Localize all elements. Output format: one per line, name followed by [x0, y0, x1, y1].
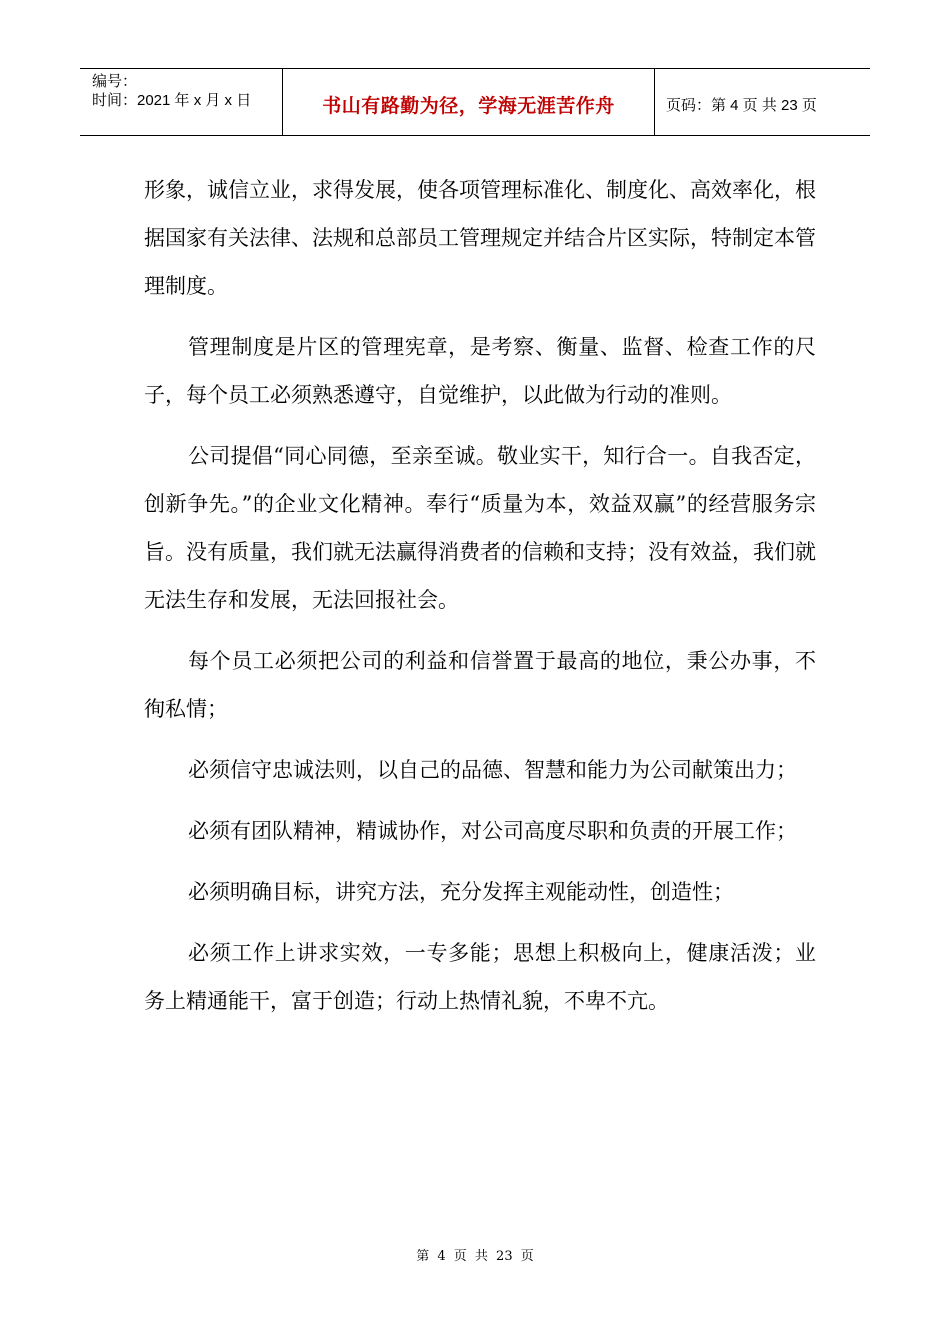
document-body — [144, 166, 816, 1038]
header-meta — [80, 69, 282, 135]
paragraph: 公司提倡“同心同德，至亲至诚。敬业实干，知行合一。自我否定，创新争先。”的企业文化精神。奉行“质量为本，效益双赢”的经营服务宗旨。没有质量，我们就无法赢得消费者的信赖和支持；没有效益，我们就无法生存和发展，无法回报社会。 — [144, 444, 816, 612]
footer-page-number: 第 4 页 共 23 页 — [416, 1249, 534, 1264]
paragraph: 每个员工必须把公司的利益和信誉置于最高的地位，秉公办事，不徇私情； — [144, 649, 816, 721]
paragraph: 必须信守忠诚法则，以自己的品德、智慧和能力为公司献策出力； — [188, 758, 797, 782]
paragraph: 必须有团队精神，精诚协作，对公司高度尽职和负责的开展工作； — [188, 819, 797, 843]
page-info-text: 页码：第 4 页 共 23 页 — [666, 96, 817, 114]
paragraph: 管理制度是片区的管理宪章，是考察、衡量、监督、检查工作的尺子，每个员工必须熟悉遵守，自觉维护，以此做为行动的准则。 — [144, 335, 816, 407]
page-header — [80, 68, 870, 136]
header-page-info — [655, 69, 870, 135]
serial-number-label: 编号： — [92, 73, 138, 90]
header-motto-cell — [282, 69, 655, 135]
paragraph: 必须明确目标，讲究方法，充分发挥主观能动性，创造性； — [188, 880, 734, 904]
paragraph: 必须工作上讲求实效，一专多能；思想上积极向上，健康活泼；业务上精通能干，富于创造；行动上热情礼貌，不卑不亢。 — [144, 941, 816, 1013]
page-footer — [0, 1245, 950, 1264]
motto-text: 书山有路勤为径，学海无涯苦作舟 — [322, 94, 615, 117]
paragraph-intro-continued: 形象，诚信立业，求得发展，使各项管理标准化、制度化、高效率化，根据国家有关法律、法规和总部员工管理规定并结合片区实际，特制定本管理制度。 — [144, 178, 816, 298]
date-label: 时间：2021 年 x 月 x 日 — [92, 92, 252, 109]
